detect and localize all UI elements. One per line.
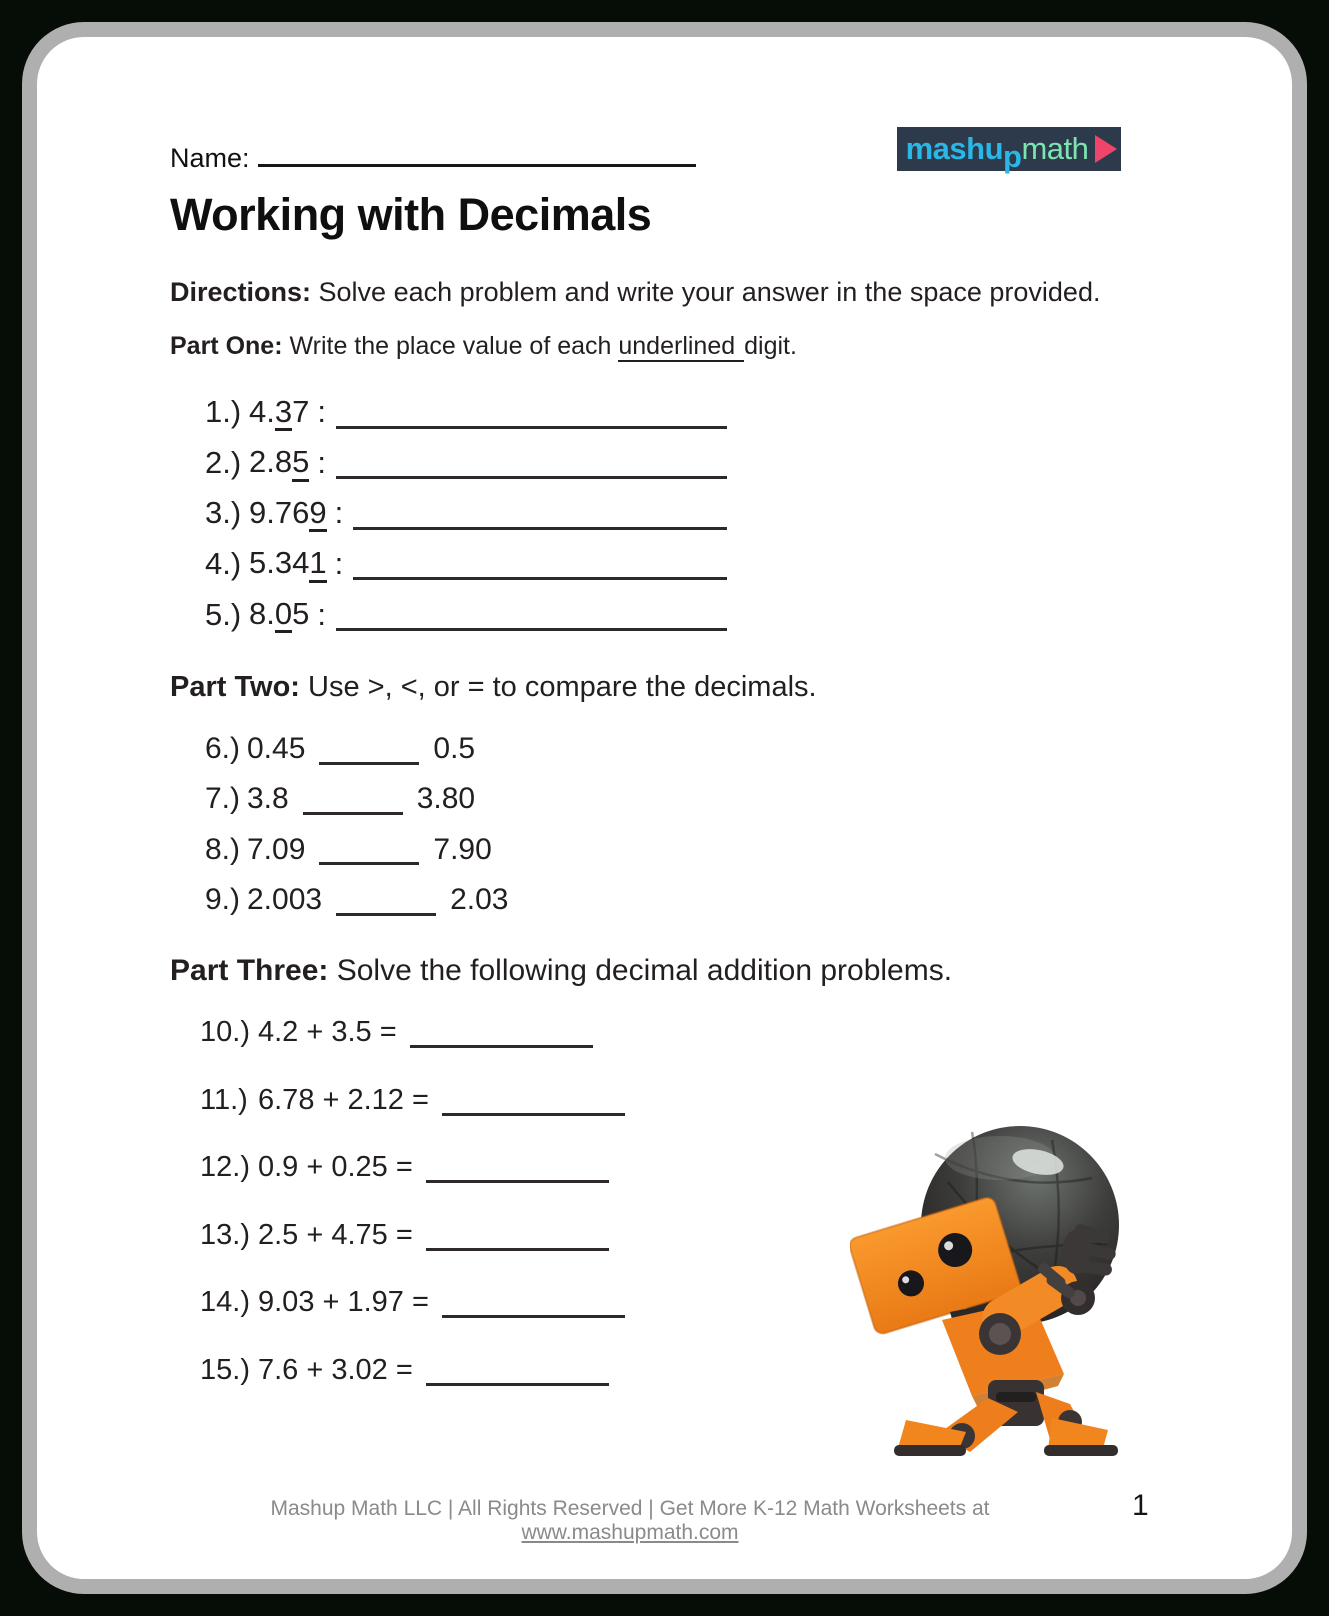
left-value: 2.003 [247,883,323,917]
answer-blank[interactable] [442,1085,625,1116]
part-three-instruction: Solve the following decimal addition problems. [328,954,953,987]
decimal-value [249,545,327,583]
answer-blank[interactable] [426,1220,609,1251]
answer-blank[interactable] [303,784,403,816]
name-label: Name: [170,143,250,173]
directions-label: Directions: [170,277,312,307]
part-one-instruction-pre: Write the place value of each [282,332,619,360]
directions [170,277,1100,308]
part-one-instruction-underlined: underlined [618,332,744,362]
compare-problem [205,724,508,774]
problem-number: 1.) [205,394,242,430]
problem-number: 7.) [205,782,241,816]
decimal-post: 7 [292,393,310,429]
logo-text-mashu: mashu [905,131,1004,166]
decimal-value [249,394,309,432]
part-two-label: Part Two: [170,671,300,703]
decimal-pre: 5.34 [249,545,310,581]
footer-text: Mashup Math LLC | All Rights Reserved | Get More K-12 Math Worksheets at [270,1497,990,1520]
underlined-digit: 5 [292,446,309,482]
left-value: 0.45 [247,732,306,766]
problem-number: 12.) [200,1151,250,1184]
problem-number: 9.) [205,883,241,917]
answer-blank[interactable] [336,598,727,630]
right-value: 0.5 [433,732,476,766]
decimal-value [249,596,309,634]
compare-problem [205,875,508,925]
expression: 6.78 + 2.12 = [258,1083,429,1116]
part-one-label: Part One: [170,332,283,360]
problem-number: 15.) [200,1353,250,1386]
part-two-instruction: Use >, <, or = to compare the decimals. [299,671,817,703]
right-value: 7.90 [433,832,492,866]
compare-problem [205,825,508,875]
part-two-heading [170,671,817,704]
decimal-value [249,495,327,533]
logo-text-math: math [1021,131,1089,166]
expression: 4.2 + 3.5 = [258,1016,397,1049]
colon: : [317,596,326,632]
answer-blank[interactable] [426,1152,609,1183]
colon: : [317,444,326,480]
expression: 2.5 + 4.75 = [258,1218,413,1251]
problem-number: 8.) [205,832,241,866]
underlined-digit: 1 [309,547,326,583]
part-three-problems [200,999,625,1404]
answer-blank[interactable] [410,1017,593,1048]
play-icon [1095,135,1117,163]
decimal-pre: 8. [249,595,275,631]
logo-text-p: p [1003,139,1022,174]
part-three-label: Part Three: [170,954,329,987]
addition-problem [200,1134,625,1202]
part-one-heading [170,332,797,361]
answer-blank[interactable] [336,396,727,428]
footer-link[interactable]: www.mashupmath.com [521,1521,739,1544]
underlined-digit: 9 [309,497,326,533]
expression: 9.03 + 1.97 = [258,1286,429,1319]
right-value: 2.03 [450,883,509,917]
place-value-problem [205,589,727,640]
problem-number: 10.) [200,1016,250,1049]
answer-blank[interactable] [442,1287,625,1318]
addition-problem [200,1067,625,1135]
problem-number: 11.) [200,1083,248,1116]
answer-blank[interactable] [353,548,727,580]
place-value-problem [205,438,727,489]
addition-problem [200,1202,625,1270]
problem-number: 4.) [205,546,242,582]
left-value: 7.09 [247,832,306,866]
problem-number: 6.) [205,732,241,766]
addition-problem [200,1269,625,1337]
addition-problem [200,1337,625,1405]
colon: : [317,394,326,430]
problem-number: 14.) [200,1286,250,1319]
part-three-heading [170,954,952,988]
problem-number: 13.) [200,1218,250,1251]
answer-blank[interactable] [319,733,419,765]
colon: : [334,546,344,582]
compare-problem [205,774,508,824]
expression: 7.6 + 3.02 = [258,1353,413,1386]
place-value-problem [205,539,727,590]
answer-blank[interactable] [426,1355,609,1386]
decimal-post: 5 [292,595,310,631]
decimal-pre: 4. [249,393,275,429]
problem-number: 3.) [205,495,242,531]
colon: : [334,495,344,531]
decimal-value [249,444,309,482]
answer-blank[interactable] [319,834,419,866]
expression: 0.9 + 0.25 = [258,1151,413,1184]
addition-problem [200,999,625,1067]
robot-illustration [850,1122,1122,1457]
worksheet-page [22,22,1307,1594]
underlined-digit: 3 [275,396,292,432]
decimal-pre: 9.76 [249,494,310,530]
footer [170,1497,1090,1545]
mashupmath-logo [897,127,1121,174]
name-blank[interactable] [258,137,696,167]
left-value: 3.8 [247,782,289,816]
problem-number: 5.) [205,596,242,632]
part-two-problems [205,724,508,925]
answer-blank[interactable] [353,497,727,529]
decimal-pre: 2.8 [249,444,293,480]
problem-number: 2.) [205,444,242,480]
page-title: Working with Decimals [170,189,652,240]
right-value: 3.80 [416,782,476,816]
part-one-problems [205,387,727,640]
part-one-instruction-post: digit. [744,332,797,360]
page-number: 1 [1132,1489,1149,1522]
directions-text: Solve each problem and write your answer in the space provided. [311,277,1101,307]
underlined-digit: 0 [275,598,292,634]
place-value-problem [205,387,727,438]
answer-blank[interactable] [336,447,727,479]
name-row [170,137,696,174]
place-value-problem [205,488,727,539]
answer-blank[interactable] [336,884,436,916]
